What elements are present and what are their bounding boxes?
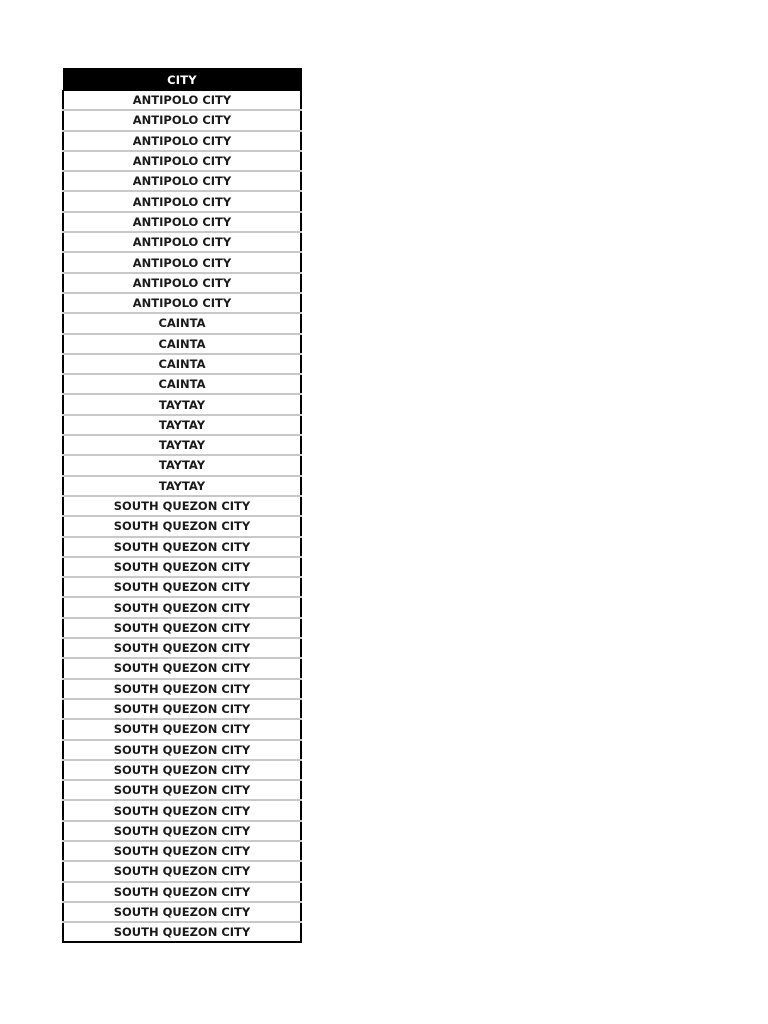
city-cell[interactable]: SOUTH QUEZON CITY bbox=[63, 557, 301, 577]
table-row bbox=[63, 922, 301, 942]
table-row bbox=[63, 699, 301, 719]
city-cell[interactable]: ANTIPOLO CITY bbox=[63, 171, 301, 191]
table-row bbox=[63, 455, 301, 475]
table-row bbox=[63, 415, 301, 435]
city-cell[interactable]: SOUTH QUEZON CITY bbox=[63, 760, 301, 780]
city-cell[interactable]: ANTIPOLO CITY bbox=[63, 91, 301, 111]
table-row bbox=[63, 293, 301, 313]
city-cell[interactable]: SOUTH QUEZON CITY bbox=[63, 922, 301, 942]
city-cell[interactable]: SOUTH QUEZON CITY bbox=[63, 537, 301, 557]
city-cell[interactable]: TAYTAY bbox=[63, 435, 301, 455]
table-row bbox=[63, 496, 301, 516]
table-row bbox=[63, 171, 301, 191]
table-row bbox=[63, 354, 301, 374]
table-row bbox=[63, 861, 301, 881]
table-row bbox=[63, 577, 301, 597]
city-cell[interactable]: SOUTH QUEZON CITY bbox=[63, 699, 301, 719]
table-row bbox=[63, 882, 301, 902]
city-cell[interactable]: TAYTAY bbox=[63, 394, 301, 414]
city-cell[interactable]: ANTIPOLO CITY bbox=[63, 191, 301, 211]
table-row bbox=[63, 394, 301, 414]
city-cell[interactable]: SOUTH QUEZON CITY bbox=[63, 719, 301, 739]
city-cell[interactable]: SOUTH QUEZON CITY bbox=[63, 679, 301, 699]
table-row bbox=[63, 374, 301, 394]
city-cell[interactable]: SOUTH QUEZON CITY bbox=[63, 496, 301, 516]
table-row bbox=[63, 516, 301, 536]
city-cell[interactable]: ANTIPOLO CITY bbox=[63, 110, 301, 130]
city-cell[interactable]: TAYTAY bbox=[63, 476, 301, 496]
city-cell[interactable]: SOUTH QUEZON CITY bbox=[63, 861, 301, 881]
table-row bbox=[63, 638, 301, 658]
table-row bbox=[63, 110, 301, 130]
table-row bbox=[63, 800, 301, 820]
table-row bbox=[63, 557, 301, 577]
table-row bbox=[63, 780, 301, 800]
table-body bbox=[63, 91, 301, 943]
city-cell[interactable]: ANTIPOLO CITY bbox=[63, 151, 301, 171]
city-cell[interactable]: ANTIPOLO CITY bbox=[63, 131, 301, 151]
city-cell[interactable]: SOUTH QUEZON CITY bbox=[63, 618, 301, 638]
city-cell[interactable]: ANTIPOLO CITY bbox=[63, 273, 301, 293]
table-row bbox=[63, 232, 301, 252]
city-cell[interactable]: ANTIPOLO CITY bbox=[63, 232, 301, 252]
city-cell[interactable]: SOUTH QUEZON CITY bbox=[63, 780, 301, 800]
table-row bbox=[63, 435, 301, 455]
table-row bbox=[63, 760, 301, 780]
city-cell[interactable]: SOUTH QUEZON CITY bbox=[63, 882, 301, 902]
city-cell[interactable]: SOUTH QUEZON CITY bbox=[63, 821, 301, 841]
city-cell[interactable]: SOUTH QUEZON CITY bbox=[63, 638, 301, 658]
city-cell[interactable]: TAYTAY bbox=[63, 455, 301, 475]
table-row bbox=[63, 658, 301, 678]
city-cell[interactable]: SOUTH QUEZON CITY bbox=[63, 902, 301, 922]
spreadsheet-sheet bbox=[62, 68, 302, 943]
city-cell[interactable]: TAYTAY bbox=[63, 415, 301, 435]
column-header-city[interactable]: CITY bbox=[63, 69, 301, 91]
city-cell[interactable]: SOUTH QUEZON CITY bbox=[63, 740, 301, 760]
city-cell[interactable]: ANTIPOLO CITY bbox=[63, 293, 301, 313]
city-cell[interactable]: SOUTH QUEZON CITY bbox=[63, 841, 301, 861]
table-row bbox=[63, 618, 301, 638]
table-row bbox=[63, 597, 301, 617]
city-cell[interactable]: CAINTA bbox=[63, 334, 301, 354]
table-row bbox=[63, 131, 301, 151]
city-cell[interactable]: SOUTH QUEZON CITY bbox=[63, 516, 301, 536]
table-row bbox=[63, 191, 301, 211]
table-row bbox=[63, 537, 301, 557]
city-cell[interactable]: SOUTH QUEZON CITY bbox=[63, 658, 301, 678]
table-row bbox=[63, 902, 301, 922]
city-cell[interactable]: ANTIPOLO CITY bbox=[63, 212, 301, 232]
table-row bbox=[63, 334, 301, 354]
table-row bbox=[63, 212, 301, 232]
city-cell[interactable]: CAINTA bbox=[63, 374, 301, 394]
city-cell[interactable]: ANTIPOLO CITY bbox=[63, 252, 301, 272]
table-row bbox=[63, 313, 301, 333]
table-row bbox=[63, 821, 301, 841]
table-row bbox=[63, 151, 301, 171]
city-cell[interactable]: SOUTH QUEZON CITY bbox=[63, 800, 301, 820]
header-row bbox=[63, 69, 301, 91]
city-cell[interactable]: CAINTA bbox=[63, 313, 301, 333]
city-cell[interactable]: CAINTA bbox=[63, 354, 301, 374]
table-row bbox=[63, 719, 301, 739]
city-cell[interactable]: SOUTH QUEZON CITY bbox=[63, 577, 301, 597]
city-table bbox=[62, 68, 302, 943]
table-row bbox=[63, 841, 301, 861]
table-row bbox=[63, 91, 301, 111]
table-row bbox=[63, 740, 301, 760]
table-row bbox=[63, 273, 301, 293]
table-row bbox=[63, 476, 301, 496]
city-cell[interactable]: SOUTH QUEZON CITY bbox=[63, 597, 301, 617]
table-row bbox=[63, 252, 301, 272]
table-row bbox=[63, 679, 301, 699]
